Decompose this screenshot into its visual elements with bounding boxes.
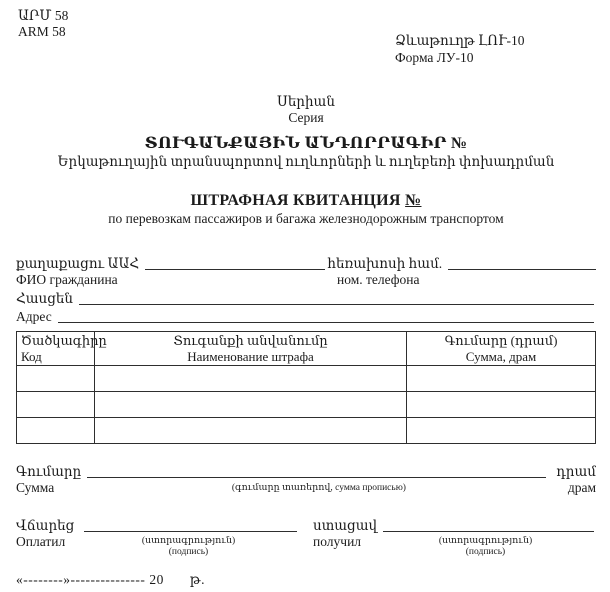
paid-signature-block <box>16 516 299 558</box>
page-subtitle-armenian: Երկաթուղային տրանսպորտով ուղևորների և ուղեբեռի փոխադրման <box>57 154 555 169</box>
column-header-fine-name-russian: Наименование штрафа <box>187 348 314 364</box>
series-block <box>16 94 596 126</box>
form-number-block <box>395 32 525 66</box>
name-phone-translation-row <box>16 272 596 289</box>
received-signature-caption <box>375 534 596 558</box>
sum-currency-armenian: դրամ <box>556 463 596 479</box>
received-row <box>313 516 596 534</box>
cell-amount <box>407 418 596 444</box>
sum-label-armenian: Գումարը <box>16 463 82 479</box>
column-header-fine-name <box>95 332 407 366</box>
cell-code <box>17 418 95 444</box>
fines-table-header-row <box>17 332 596 366</box>
title-russian-block <box>16 191 596 227</box>
page-subtitle-russian: по перевозкам пассажиров и багажа железнодорожным транспортом <box>108 211 504 226</box>
column-header-fine-name-armenian: Տուգանքի անվանումը <box>173 333 328 348</box>
page-title-russian <box>16 191 596 210</box>
received-signature-caption-armenian: (ստորագրություն) <box>438 536 533 546</box>
paid-translation-row <box>16 534 299 558</box>
cell-amount <box>407 366 596 392</box>
page-title-armenian: ՏՈՒԳԱՆՔԱՅԻՆ ԱՆԴՈՐՐԱԳԻՐ № <box>144 135 468 152</box>
address-translation-row <box>16 307 596 325</box>
phone-blank-line <box>448 255 596 270</box>
cell-code <box>17 366 95 392</box>
address-blank-line-1 <box>79 290 594 305</box>
column-header-code-russian: Код <box>21 348 42 364</box>
date-line <box>16 572 596 588</box>
received-signature-line <box>383 517 594 532</box>
sum-section <box>16 462 596 496</box>
paid-row <box>16 516 299 534</box>
signatures-section <box>16 516 596 558</box>
paid-signature-line <box>84 517 297 532</box>
received-signature-block <box>313 516 596 558</box>
table-row <box>17 392 596 418</box>
sum-blank-line <box>87 463 546 478</box>
received-signature-caption-russian: (подпись) <box>465 547 506 557</box>
table-row <box>17 366 596 392</box>
title-armenian-block <box>16 134 596 170</box>
address-row <box>16 289 596 307</box>
series-label-armenian: Սերիան <box>277 94 335 109</box>
name-label-russian: ФИО гражданина <box>16 272 118 287</box>
cell-fine-name <box>95 392 407 418</box>
form-code-block <box>18 8 68 40</box>
series-label-russian: Серия <box>288 110 324 125</box>
title-russian-text: ШТРАФНАЯ КВИТАНЦИЯ <box>190 192 401 209</box>
column-header-amount <box>407 332 596 366</box>
paid-label-russian: Оплатил <box>16 534 66 549</box>
form-code-latin: ARM 58 <box>18 24 66 39</box>
sum-label-russian: Сумма <box>16 480 55 495</box>
column-header-code-armenian: Ծածկագիրը <box>21 333 107 348</box>
column-header-amount-russian: Сумма, драм <box>465 348 537 364</box>
address-label-russian: Адрес <box>16 308 52 324</box>
column-header-code <box>17 332 107 366</box>
sum-row <box>16 462 596 480</box>
phone-label-russian: ном. телефона <box>337 272 420 287</box>
address-blank-line-2 <box>58 308 594 323</box>
paid-signature-caption-armenian: (ստորագրություն) <box>141 536 236 546</box>
date-year-suffix-armenian: թ. <box>189 572 205 587</box>
name-blank-line <box>145 255 325 270</box>
address-label-armenian: Հասցեն <box>16 290 73 306</box>
cell-fine-name <box>95 418 407 444</box>
paid-label-armenian: Վճարեց <box>16 517 75 533</box>
sum-in-words-caption: (գումարը տառերով, сумма прописью) <box>231 483 406 493</box>
column-header-amount-armenian: Գումարը (դրամ) <box>444 333 558 348</box>
name-phone-row <box>16 254 596 272</box>
received-label-russian: получил <box>313 534 362 549</box>
received-label-armenian: ստացավ <box>313 517 378 533</box>
citizen-fields <box>16 254 596 325</box>
cell-code <box>17 392 95 418</box>
paid-signature-caption <box>78 534 299 558</box>
name-label-armenian: քաղաքացու ԱԱՀ <box>16 255 140 271</box>
phone-label-armenian: հեռախոսի համ. <box>327 255 443 271</box>
paid-signature-caption-russian: (подпись) <box>168 547 209 557</box>
cell-fine-name <box>95 366 407 392</box>
form-label-armenian: Ձևաթուղթ ԼՈՒ-10 <box>395 33 525 48</box>
title-russian-number-sign: № <box>405 192 422 209</box>
cell-amount <box>407 392 596 418</box>
form-code-armenian: ԱՐՄ 58 <box>18 8 69 23</box>
form-header <box>16 6 596 68</box>
form-label-russian: Форма ЛУ-10 <box>395 50 474 65</box>
date-day-month-blank: «--------»--------------- <box>16 572 146 587</box>
fines-table <box>16 331 596 444</box>
sum-currency-russian: драм <box>567 480 596 495</box>
received-translation-row <box>313 534 596 558</box>
table-row <box>17 418 596 444</box>
sum-translation-row <box>16 480 596 496</box>
date-year-prefix: 20 <box>149 572 164 587</box>
